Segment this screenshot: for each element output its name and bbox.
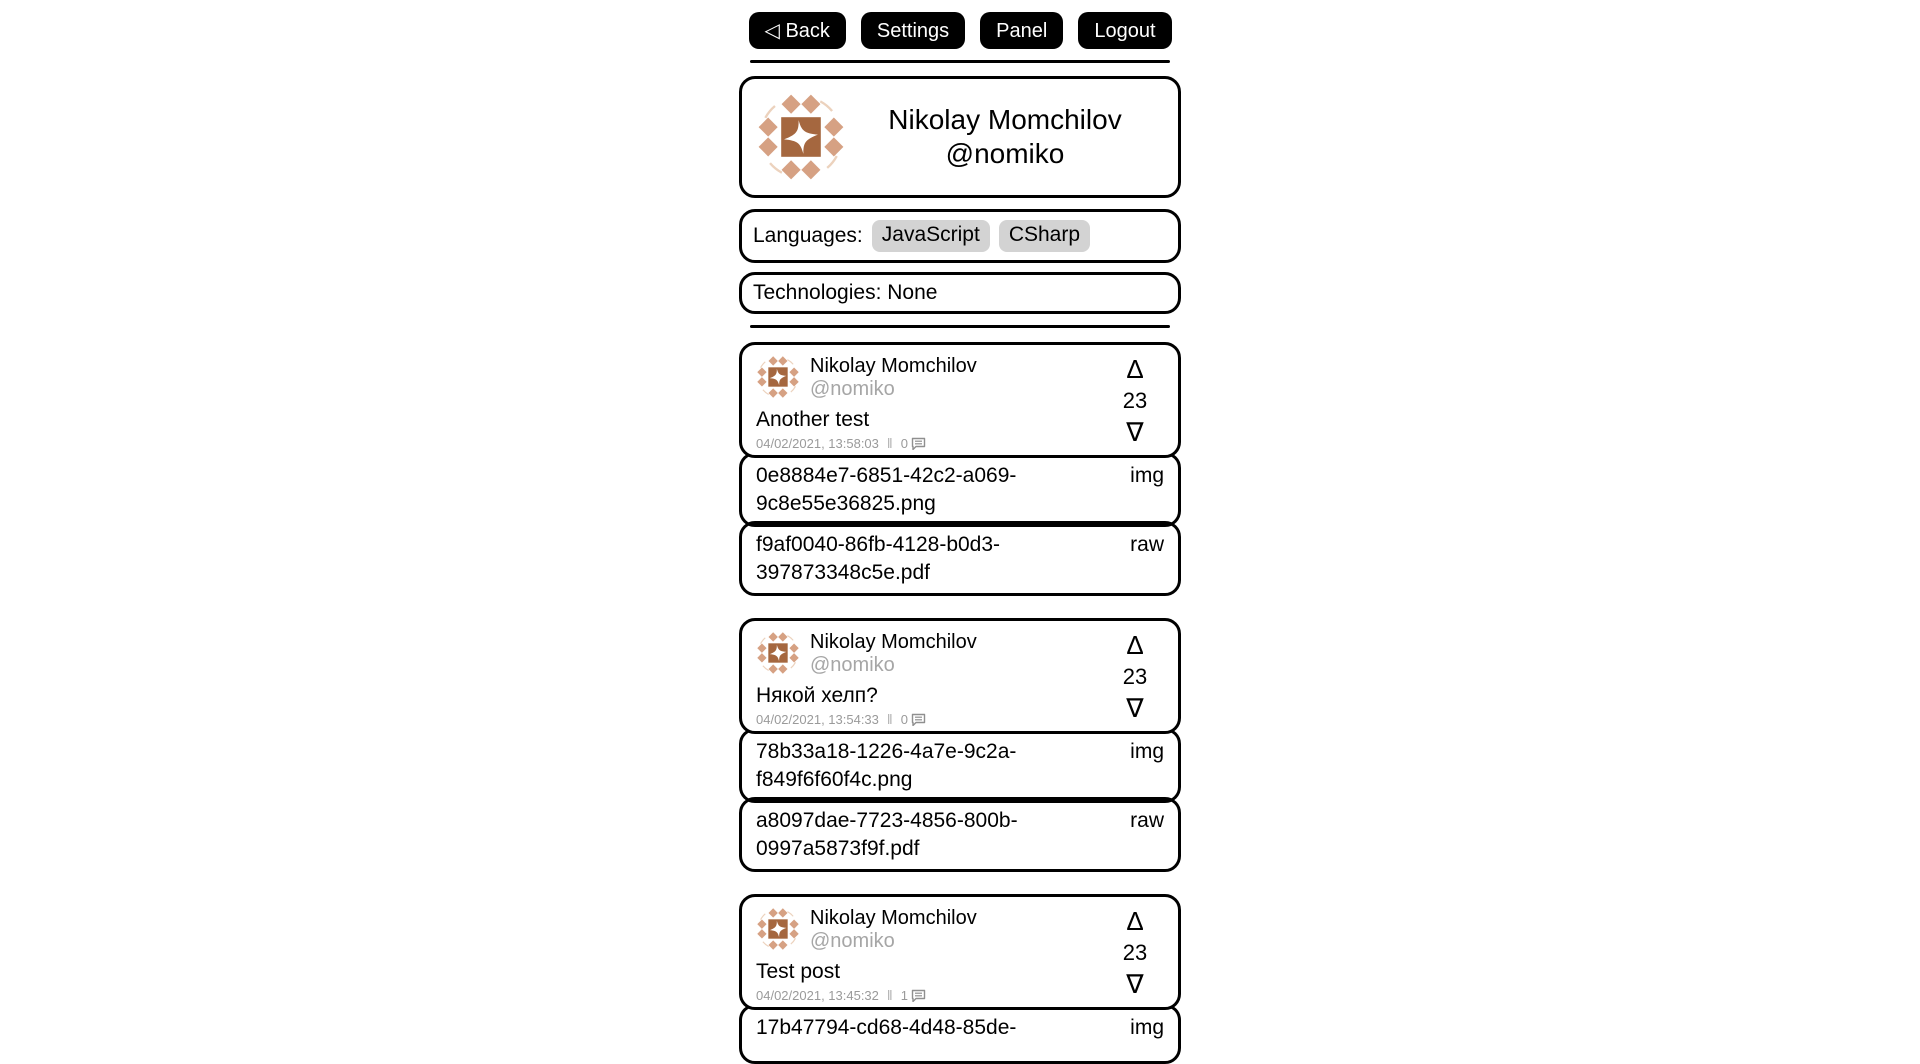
post-user-names	[810, 353, 977, 401]
post-author-handle: @nomiko	[810, 654, 895, 676]
post-title[interactable]: Някой хелп?	[756, 684, 878, 707]
post-user-row	[756, 629, 1112, 677]
logout-button[interactable]: Logout	[1078, 12, 1171, 49]
back-button[interactable]: ◁ Back	[749, 12, 846, 49]
attachment-type-label: img	[1130, 464, 1164, 487]
attachment-type-label: raw	[1130, 809, 1164, 832]
post-author-handle: @nomiko	[810, 930, 895, 952]
panel-button[interactable]: Panel	[980, 12, 1063, 49]
post-meta	[756, 435, 1112, 451]
comment-count: 1	[900, 987, 908, 1003]
attachment-row[interactable]	[739, 728, 1181, 803]
attachment-row[interactable]	[739, 797, 1181, 872]
post-user-row	[756, 353, 1112, 401]
post-title[interactable]: Test post	[756, 960, 841, 983]
technologies-label: Technologies: None	[753, 281, 938, 304]
meta-separator: ‖	[886, 435, 893, 451]
languages-card	[739, 209, 1181, 263]
vote-count: 23	[1122, 663, 1148, 689]
downvote-button[interactable]: ∇	[1126, 417, 1144, 447]
content-column	[739, 0, 1181, 1064]
post	[739, 618, 1181, 872]
post-author-name: Nikolay Momchilov	[810, 631, 977, 653]
post	[739, 894, 1181, 1064]
upvote-button[interactable]: Δ	[1126, 630, 1144, 660]
top-navigation	[739, 12, 1181, 49]
post-meta	[756, 987, 1112, 1003]
comment-icon	[911, 989, 926, 1002]
technologies-card	[739, 272, 1181, 314]
post-author-name: Nikolay Momchilov	[810, 355, 977, 377]
attachment-filename: a8097dae-7723-4856-800b-0997a5873f9f.pdf	[756, 809, 1018, 860]
attachment-row[interactable]	[739, 452, 1181, 527]
attachment-filename: 17b47794-cd68-4d48-85de-	[756, 1016, 1017, 1039]
divider	[750, 325, 1170, 328]
post-user-names	[810, 629, 977, 677]
language-badge: CSharp	[999, 220, 1090, 251]
languages-label: Languages:	[753, 224, 863, 247]
comment-count: 0	[900, 435, 908, 451]
comment-count-group	[901, 988, 926, 1003]
divider	[750, 60, 1170, 63]
post-timestamp: 04/02/2021, 13:58:03	[756, 435, 879, 451]
attachment-filename: 78b33a18-1226-4a7e-9c2a-f849f6f60f4c.png	[756, 740, 1017, 791]
attachment-row[interactable]	[739, 521, 1181, 596]
avatar	[756, 91, 846, 183]
profile-names	[846, 103, 1164, 171]
post-timestamp: 04/02/2021, 13:54:33	[756, 711, 879, 727]
attachment-filename: f9af0040-86fb-4128-b0d3-397873348c5e.pdf	[756, 533, 1001, 584]
attachment-type-label: raw	[1130, 533, 1164, 556]
post-user-row	[756, 905, 1112, 953]
post-main	[756, 905, 1112, 1003]
upvote-button[interactable]: Δ	[1126, 354, 1144, 384]
attachment-row[interactable]	[739, 1004, 1181, 1064]
post-author-name: Nikolay Momchilov	[810, 907, 977, 929]
upvote-button[interactable]: Δ	[1126, 906, 1144, 936]
profile-card	[739, 76, 1181, 198]
avatar	[756, 629, 800, 677]
attachment-type-label: img	[1130, 1016, 1164, 1039]
vote-column	[1112, 629, 1158, 727]
comment-icon	[911, 713, 926, 726]
settings-button[interactable]: Settings	[861, 12, 965, 49]
avatar	[756, 353, 800, 401]
meta-separator: ‖	[886, 711, 893, 727]
post-title[interactable]: Another test	[756, 408, 870, 431]
post-header[interactable]	[739, 342, 1181, 458]
comment-count-group	[901, 436, 926, 451]
comment-count-group	[901, 712, 926, 727]
post-header[interactable]	[739, 618, 1181, 734]
vote-column	[1112, 353, 1158, 451]
vote-column	[1112, 905, 1158, 1003]
post-main	[756, 353, 1112, 451]
vote-count: 23	[1122, 939, 1148, 965]
post-user-names	[810, 905, 977, 953]
comment-icon	[911, 437, 926, 450]
post	[739, 342, 1181, 596]
vote-count: 23	[1122, 387, 1148, 413]
comment-count: 0	[900, 711, 908, 727]
downvote-button[interactable]: ∇	[1126, 969, 1144, 999]
attachment-filename: 0e8884e7-6851-42c2-a069-9c8e55e36825.png	[756, 464, 1017, 515]
post-main	[756, 629, 1112, 727]
post-meta	[756, 711, 1112, 727]
profile-handle: @nomiko	[945, 138, 1065, 169]
attachment-type-label: img	[1130, 740, 1164, 763]
post-timestamp: 04/02/2021, 13:45:32	[756, 987, 879, 1003]
posts-feed	[739, 342, 1181, 1064]
profile-name: Nikolay Momchilov	[888, 104, 1122, 135]
post-header[interactable]	[739, 894, 1181, 1010]
downvote-button[interactable]: ∇	[1126, 693, 1144, 723]
avatar	[756, 905, 800, 953]
language-badge: JavaScript	[872, 220, 990, 251]
post-author-handle: @nomiko	[810, 378, 895, 400]
meta-separator: ‖	[886, 987, 893, 1003]
